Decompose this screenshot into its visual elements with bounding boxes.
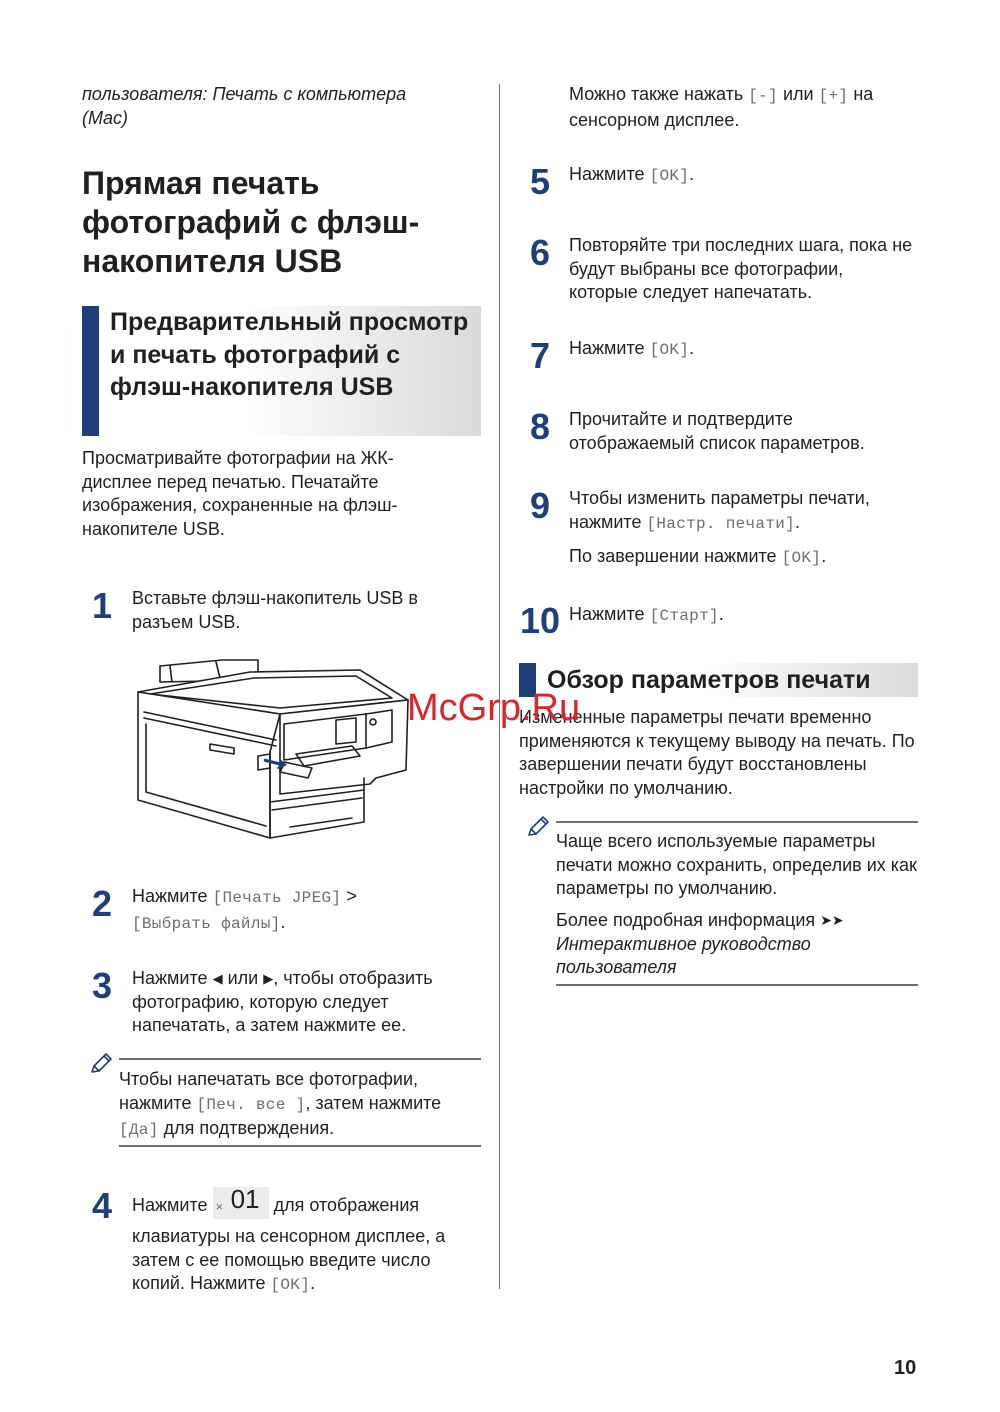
step-3-mid: или — [227, 968, 259, 988]
step-4-post: для отображения — [273, 1195, 420, 1215]
step-8-text: Прочитайте и подтвердите отображаемый список параметров. — [569, 409, 865, 453]
overview-title: Обзор параметров печати — [547, 666, 871, 694]
ok-button-ref-step7: [OK] — [649, 341, 690, 359]
step-9-pre: Чтобы изменить параметры печати, нажмите — [569, 488, 870, 532]
step-4-number: 4 — [92, 1185, 113, 1226]
printer-illustration — [130, 652, 412, 848]
step-9-sub-pre: По завершении нажмите — [569, 546, 777, 566]
heading-accent-bar — [82, 306, 99, 436]
ref-part-3: (Mac) — [82, 107, 128, 128]
minus-button-ref: [-] — [748, 87, 778, 105]
step-9-text — [569, 487, 914, 536]
note-1-pre: Чтобы напечатать все фотографии, нажмите — [119, 1069, 419, 1113]
arrow-left-icon: ◀ — [212, 971, 223, 986]
copies-icon-number: 01 — [230, 1184, 260, 1214]
ok-button-ref-step4: [OK] — [270, 1276, 311, 1294]
step-5-end: . — [689, 164, 695, 184]
step-5-pre: Нажмите — [569, 164, 645, 184]
step-3-pre: Нажмите — [132, 968, 208, 988]
note-defaults-text: Чаще всего используемые параметры печати можно сохранить, определив их как параметры по умолчанию. — [556, 831, 917, 898]
step-4-continuation — [569, 83, 914, 132]
double-arrow-icon: ➤➤ — [820, 912, 844, 928]
page-title: Прямая печать фотографий с флэш-накопителя USB — [82, 165, 420, 279]
ok-button-ref-step9: [OK] — [781, 549, 822, 567]
step-3-text — [132, 967, 472, 1038]
subsection-intro: Просматривайте фотографии на ЖК-дисплее перед печатью. Печатайте изображения, сохраненные на флэш-накопителе USB. — [82, 448, 398, 539]
print-all-button-ref: [Печ. все ] — [196, 1095, 306, 1114]
step-4-end: . — [310, 1273, 316, 1293]
step-4-text — [132, 1184, 477, 1298]
step-2-text — [132, 885, 472, 936]
copies-icon — [213, 1184, 269, 1219]
ref-part-1: пользователя — [82, 84, 203, 104]
step-7-end: . — [689, 338, 695, 358]
step-4c-post: на сенсорном дисплее. — [569, 84, 874, 130]
step-4c-pre: Можно также нажать — [569, 84, 744, 104]
step-9-number: 9 — [530, 485, 551, 526]
online-guide-link[interactable]: Интерактивное руководство пользователя — [556, 933, 811, 977]
step-8-number: 8 — [530, 406, 551, 447]
note-bottom-rule — [119, 1145, 481, 1147]
step-5-number: 5 — [530, 161, 551, 202]
more-info-pre: Более подробная информация — [556, 910, 816, 930]
arrow-right-icon: ▶ — [263, 971, 274, 986]
note-1-mid: , затем нажмите — [305, 1092, 442, 1113]
yes-button-ref: [Да] — [119, 1121, 159, 1139]
step-7-number: 7 — [530, 335, 551, 376]
subsection-heading-box — [82, 306, 481, 436]
note-top-rule — [119, 1058, 481, 1060]
watermark: McGrp.Ru — [407, 687, 581, 729]
step-1-text: Вставьте флэш-накопитель USB в разъем USB. — [132, 588, 418, 632]
ref-part-2: : Печать с компьютера — [202, 84, 407, 104]
print-jpeg-button-ref: [Печать JPEG] — [212, 889, 342, 907]
note-2-bottom-rule — [556, 984, 918, 986]
step-2-sep: > — [346, 886, 357, 906]
step-2-pre: Нажмите — [132, 886, 208, 906]
ok-button-ref-step5: [OK] — [649, 167, 690, 185]
step-3-post: , чтобы отобразить фотографию, которую следует напечатать, а затем нажмите ее. — [132, 968, 433, 1035]
pencil-icon — [526, 815, 550, 839]
step-4c-mid: или — [782, 84, 814, 104]
step-10-pre: Нажмите — [569, 604, 645, 624]
plus-button-ref: [+] — [818, 87, 849, 105]
step-4-rest: клавиатуры на сенсорном дисплее, а затем с ее помощью введите число копий. Нажмите — [132, 1226, 446, 1293]
note-print-all — [119, 1068, 481, 1143]
step-10-number: 10 — [520, 600, 561, 641]
step-1-number: 1 — [92, 585, 113, 626]
step-7-pre: Нажмите — [569, 338, 645, 358]
step-4-pre: Нажмите — [132, 1195, 208, 1215]
step-9-sub-text — [569, 545, 914, 571]
note-1-post: для подтверждения. — [163, 1118, 335, 1138]
copies-icon-x: × — [215, 1199, 224, 1214]
note-2-top-rule — [556, 821, 918, 823]
step-5-text — [569, 163, 694, 189]
page-number: 10 — [894, 1357, 917, 1379]
step-6-number: 6 — [530, 232, 551, 273]
step-2-post: . — [280, 911, 286, 932]
step-10-end: . — [718, 604, 724, 624]
step-10-text — [569, 603, 724, 629]
pencil-icon — [89, 1052, 113, 1076]
overview-text: Измененные параметры печати временно применяются к текущему выводу на печать. По завершении печати будут восстановлены настройки по умолчанию. — [519, 707, 915, 798]
step-7-text — [569, 337, 694, 363]
step-6-text: Повторяйте три последних шага, пока не будут выбраны все фотографии, которые следует напечатать. — [569, 235, 913, 302]
more-info — [556, 909, 918, 980]
subsection-title: Предварительный просмотр и печать фотографий с флэш-накопителя USB — [110, 308, 469, 401]
running-reference — [82, 83, 482, 130]
step-2-number: 2 — [92, 883, 113, 924]
print-settings-button-ref: [Настр. печати] — [646, 514, 796, 533]
start-button-ref: [Старт] — [649, 607, 719, 625]
step-9-end: . — [795, 511, 801, 532]
select-files-button-ref: [Выбрать файлы] — [132, 914, 281, 933]
step-3-number: 3 — [92, 965, 113, 1006]
step-9-sub-end: . — [821, 546, 827, 566]
